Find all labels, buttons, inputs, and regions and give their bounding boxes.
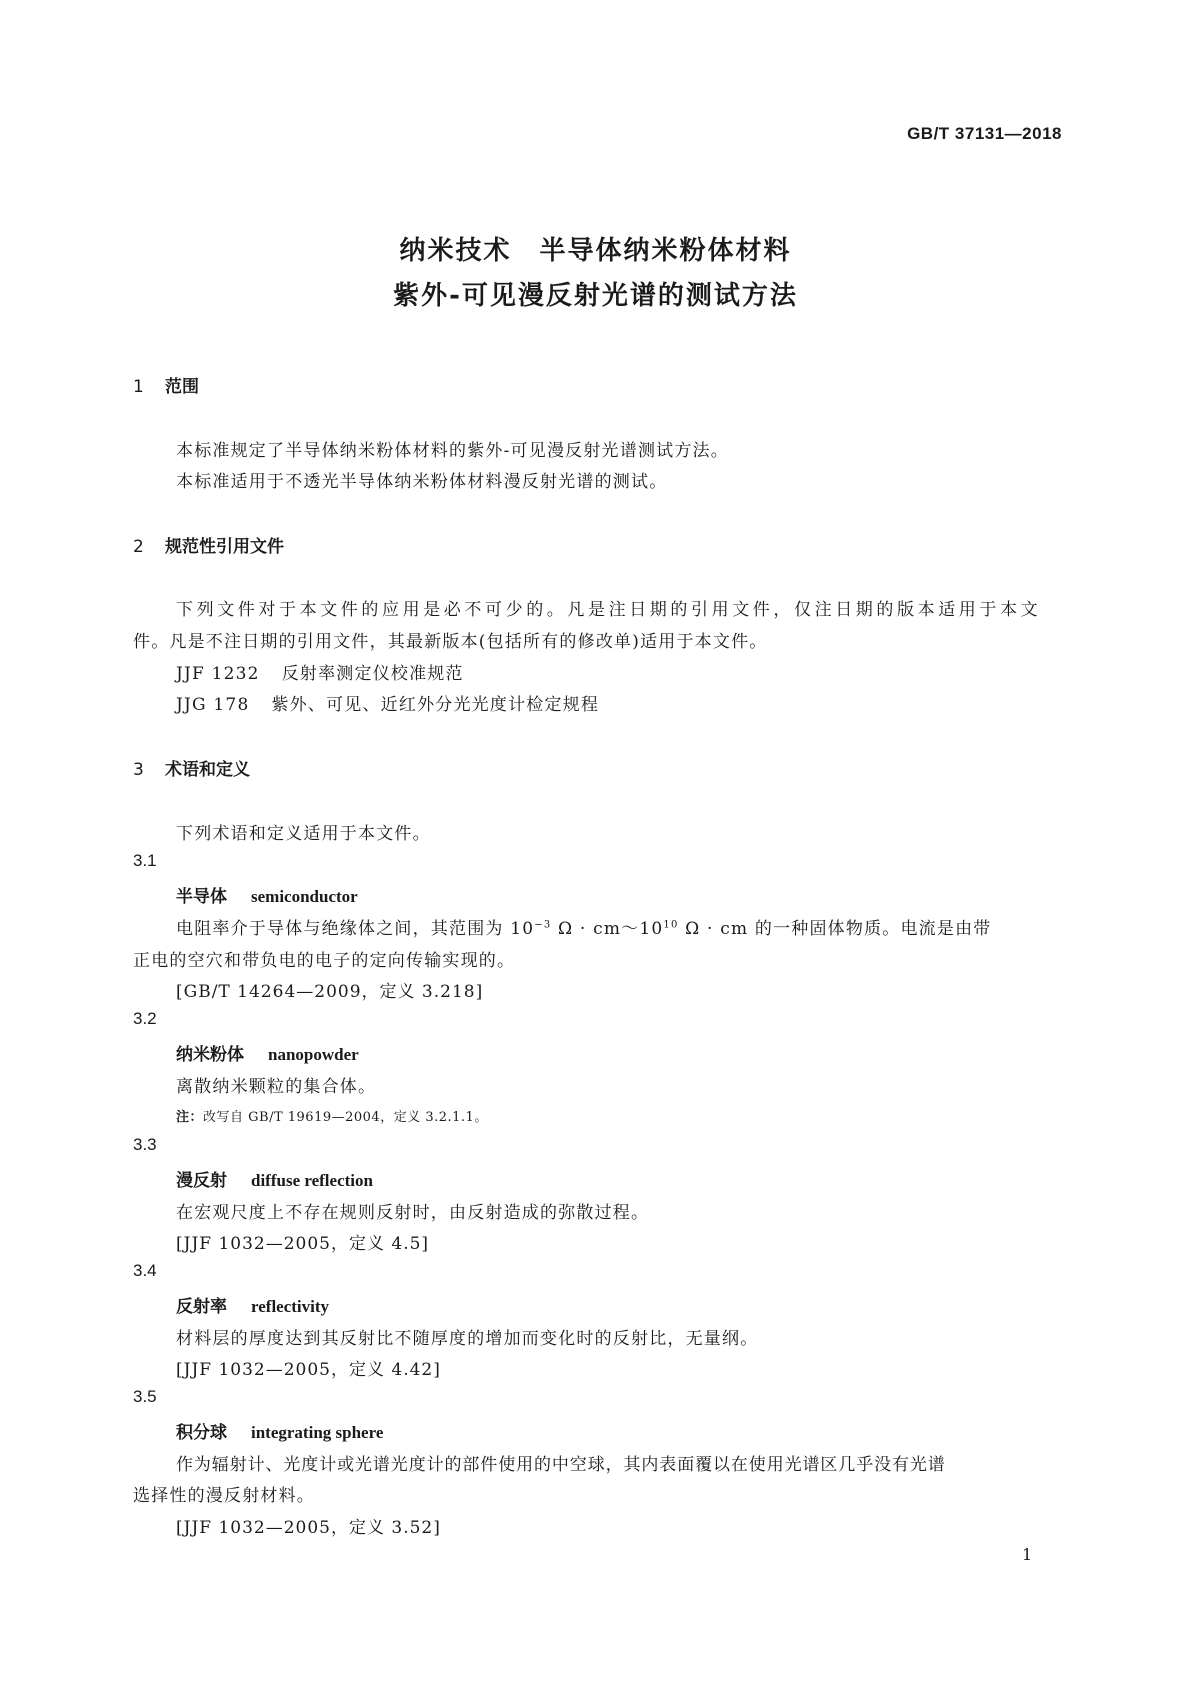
term-source: [GB/T 14264—2009，定义 3.218] — [176, 982, 484, 1002]
section-number: 2 — [133, 537, 144, 557]
term-zh: 反射率 — [176, 1297, 227, 1317]
term-source: [JJF 1032—2005，定义 3.52] — [176, 1518, 441, 1538]
section-3-heading — [133, 755, 250, 780]
term-number: 3.1 — [133, 851, 157, 870]
reference-title: 反射率测定仪校准规范 — [281, 664, 464, 684]
doc-title-line-2: 紫外-可见漫反射光谱的测试方法 — [393, 281, 798, 311]
reference-code: JJG 178 — [176, 695, 250, 715]
section-1-heading — [133, 372, 199, 397]
section-2-paragraph-line-1: 下列文件对于本文件的应用是必不可少的。凡是注日期的引用文件，仅注日期的版本适用于本文 — [176, 600, 1042, 620]
term-number: 3.2 — [133, 1009, 157, 1028]
normative-reference-2 — [176, 690, 599, 715]
term-en: integrating sphere — [251, 1423, 384, 1442]
section-title: 术语和定义 — [165, 760, 250, 780]
term-number: 3.5 — [133, 1387, 157, 1406]
section-3-intro: 下列术语和定义适用于本文件。 — [176, 824, 431, 844]
note-label: 注： — [176, 1110, 204, 1125]
term-definition: 在宏观尺度上不存在规则反射时，由反射造成的弥散过程。 — [176, 1203, 650, 1223]
normative-reference-1 — [176, 659, 464, 684]
term-heading-integrating-sphere — [176, 1418, 383, 1443]
section-number: 1 — [133, 377, 144, 397]
term-heading-diffuse-reflection — [176, 1166, 373, 1191]
term-heading-nanopowder — [176, 1040, 359, 1065]
section-title: 范围 — [165, 377, 199, 397]
term-zh: 纳米粉体 — [176, 1045, 244, 1065]
term-definition-line-2: 选择性的漫反射材料。 — [133, 1486, 315, 1506]
term-number: 3.4 — [133, 1261, 157, 1280]
term-en: reflectivity — [251, 1297, 330, 1316]
term-source: [JJF 1032—2005，定义 4.5] — [176, 1234, 430, 1254]
term-en: diffuse reflection — [251, 1171, 373, 1190]
section-2-paragraph-line-2: 件。凡是不注日期的引用文件，其最新版本(包括所有的修改单)适用于本文件。 — [133, 632, 768, 652]
page-number: 1 — [1022, 1545, 1033, 1564]
term-heading-reflectivity — [176, 1292, 329, 1317]
term-source: [JJF 1032—2005，定义 4.42] — [176, 1360, 441, 1380]
section-2-heading — [133, 532, 284, 557]
reference-title: 紫外、可见、近红外分光光度计检定规程 — [271, 695, 600, 715]
term-definition: 材料层的厚度达到其反射比不随厚度的增加而变化时的反射比，无量纲。 — [176, 1329, 759, 1349]
term-definition-line-1: 作为辐射计、光度计或光谱光度计的部件使用的中空球，其内表面覆以在使用光谱区几乎没有光谱 — [176, 1455, 946, 1475]
section-number: 3 — [133, 760, 144, 780]
term-note — [176, 1106, 488, 1125]
term-en: semiconductor — [251, 887, 358, 906]
section-1-paragraph-2: 本标准适用于不透光半导体纳米粉体材料漫反射光谱的测试。 — [176, 472, 668, 492]
term-number: 3.3 — [133, 1135, 157, 1154]
term-zh: 半导体 — [176, 887, 227, 907]
term-heading-semiconductor — [176, 882, 358, 907]
term-definition-line-2: 正电的空穴和带负电的电子的定向传输实现的。 — [133, 951, 516, 971]
note-text: 改写自 GB/T 19619—2004，定义 3.2.1.1。 — [203, 1110, 488, 1125]
section-1-paragraph-1: 本标准规定了半导体纳米粉体材料的紫外-可见漫反射光谱测试方法。 — [176, 441, 729, 461]
reference-code: JJF 1232 — [176, 664, 260, 684]
term-zh: 积分球 — [176, 1423, 227, 1443]
term-definition-line-1: 电阻率介于导体与绝缘体之间，其范围为 $10^{-3}$ $\Omega \cdot cm\sim 10^{10}$ Ω · cm 的一种固体物质。电流是由带 — [176, 919, 992, 939]
term-en: nanopowder — [268, 1045, 359, 1064]
term-zh: 漫反射 — [176, 1171, 227, 1191]
standard-code: GB/T 37131—2018 — [907, 124, 1062, 143]
doc-title-line-1: 纳米技术 半导体纳米粉体材料 — [399, 236, 792, 266]
section-title: 规范性引用文件 — [165, 537, 284, 557]
term-definition: 离散纳米颗粒的集合体。 — [176, 1077, 377, 1097]
